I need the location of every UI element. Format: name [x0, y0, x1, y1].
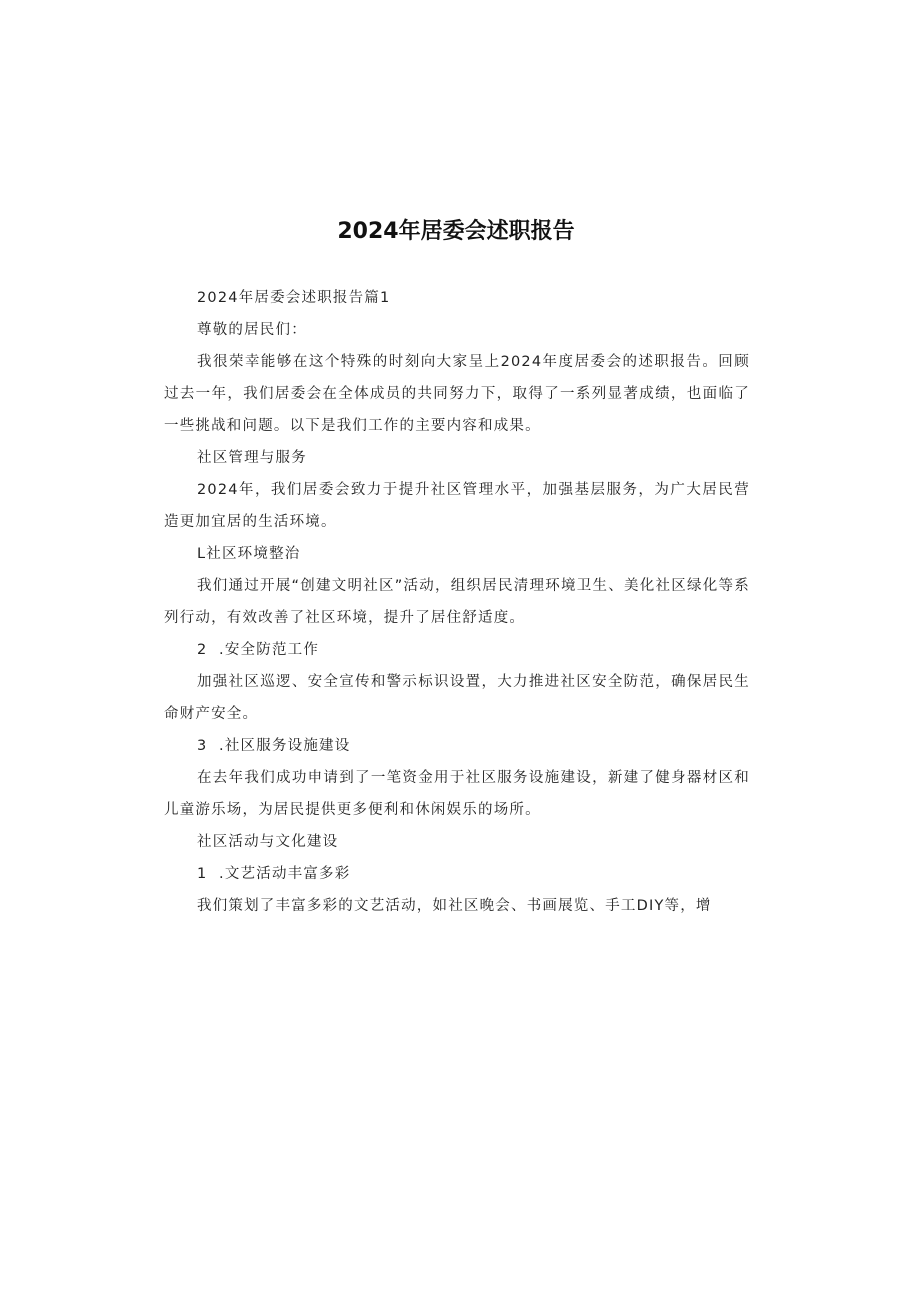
subsection-heading: 2 .安全防范工作 [197, 642, 320, 658]
paragraph: 2024年，我们居委会致力于提升社区管理水平，加强基层服务，为广大居民营造更加宜居的生活环境。 [164, 482, 750, 530]
document-title: 2024年居委会述职报告 [337, 219, 575, 244]
paragraph: 加强社区巡逻、安全宣传和警示标识设置，大力推进社区安全防范，确保居民生命财产安全。 [164, 674, 750, 722]
section-heading: 社区活动与文化建设 [197, 834, 339, 850]
paragraph: 我很荣幸能够在这个特殊的时刻向大家呈上2024年度居委会的述职报告。回顾过去一年，我们居委会在全体成员的共同努力下，取得了一系列显著成绩，也面临了一些挑战和问题。以下是我们工作的主要内容和成果。 [164, 354, 750, 434]
paragraph: 在去年我们成功申请到了一笔资金用于社区服务设施建设，新建了健身器材区和儿童游乐场，为居民提供更多便利和休闲娱乐的场所。 [164, 770, 750, 818]
section-heading: 2024年居委会述职报告篇1 [197, 290, 391, 306]
document-body [164, 282, 750, 922]
subsection-heading: 3 .社区服务设施建设 [197, 738, 351, 754]
salutation: 尊敬的居民们： [197, 322, 307, 338]
section-heading: 社区管理与服务 [197, 450, 307, 466]
paragraph: 我们策划了丰富多彩的文艺活动，如社区晚会、书画展览、手工DIY等，增 [197, 898, 712, 914]
subsection-heading: 1 .文艺活动丰富多彩 [197, 866, 351, 882]
paragraph: 我们通过开展“创建文明社区”活动，组织居民清理环境卫生、美化社区绿化等系列行动，有效改善了社区环境，提升了居住舒适度。 [164, 578, 750, 626]
subsection-heading: L社区环境整治 [197, 546, 301, 562]
